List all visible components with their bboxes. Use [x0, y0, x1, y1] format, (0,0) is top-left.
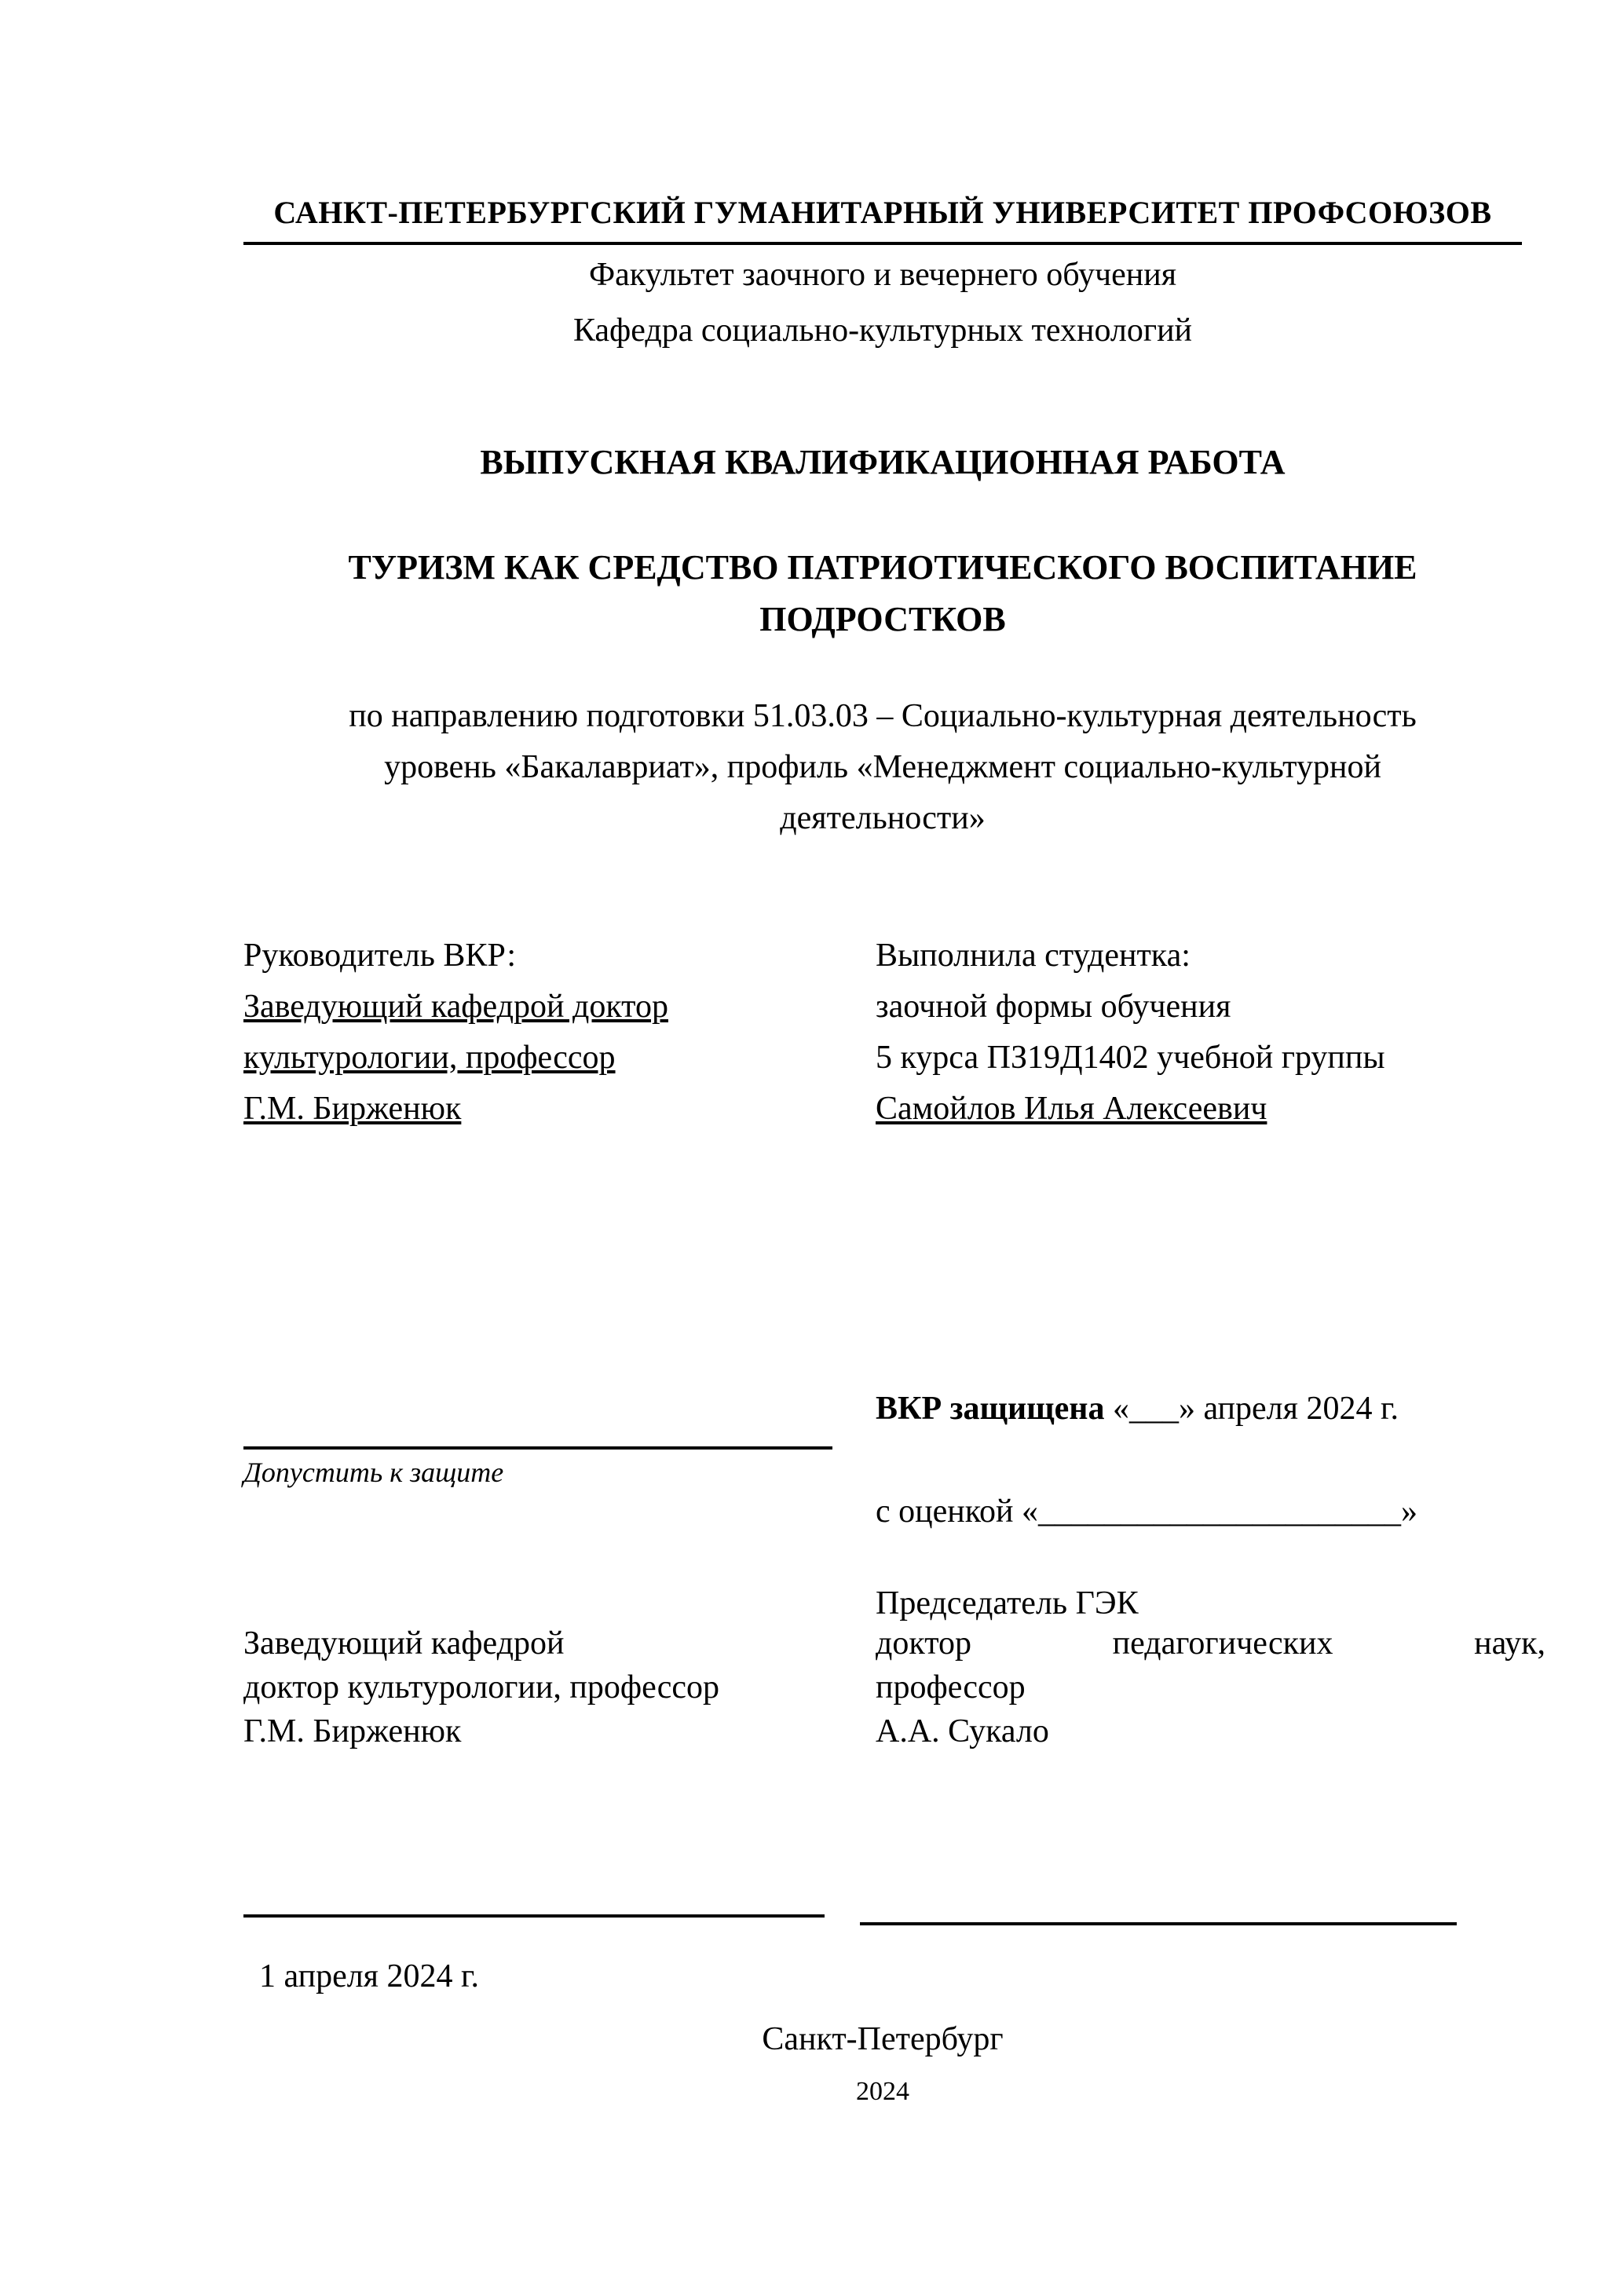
signatory-right-name: А.А. Сукало — [876, 1713, 1049, 1749]
signatory-right-word1: доктор — [876, 1625, 972, 1662]
thesis-title — [243, 542, 1522, 645]
student-line2: 5 курса ПЗ19Д1402 учебной группы — [876, 1040, 1385, 1076]
thesis-title-line2: ПОДРОСТКОВ — [759, 600, 1006, 638]
department-line: Кафедра социально-культурных технологий — [572, 313, 1193, 349]
supervisor-label: Руководитель ВКР: — [243, 938, 517, 974]
program-line1: по направлению подготовки 51.03.03 – Социально-культурная деятельность — [349, 698, 1417, 734]
student-block — [876, 930, 1522, 1135]
thesis-title-line1: ТУРИЗМ КАК СРЕДСТВО ПАТРИОТИЧЕСКОГО ВОСПИТАНИЕ — [348, 548, 1417, 587]
faculty-line: Факультет заочного и вечернего обучения — [588, 257, 1177, 293]
work-type-heading: ВЫПУСКНАЯ КВАЛИФИКАЦИОННАЯ РАБОТА — [480, 443, 1286, 481]
signatory-left-line1: Заведующий кафедрой — [243, 1625, 565, 1662]
program-description — [243, 691, 1522, 844]
defense-status-bold: ВКР защищена — [876, 1391, 1105, 1427]
supervisor-line2: культурологии, профессор — [243, 1040, 616, 1076]
signatory-left-name: Г.М. Бирженюк — [243, 1713, 462, 1749]
supervisor-line1: Заведующий кафедрой доктор — [243, 989, 668, 1025]
signatory-right-word2: педагогических — [1112, 1625, 1333, 1662]
student-line1: заочной формы обучения — [876, 989, 1231, 1025]
admit-signature-line — [243, 1406, 832, 1450]
signatory-right-line2: профессор — [876, 1669, 1026, 1706]
signature-line-left — [243, 1914, 825, 1918]
signatory-right-line1 — [876, 1621, 1545, 1665]
signatories-columns — [243, 1621, 1545, 1753]
header-block — [243, 188, 1522, 356]
admit-label: Допустить к защите — [243, 1457, 504, 1488]
supervisor-block — [243, 930, 876, 1135]
gek-chairman-title: Председатель ГЭК — [876, 1585, 1139, 1621]
admit-block — [243, 1406, 832, 1495]
signatory-right-block — [876, 1621, 1545, 1753]
student-label: Выполнила студентка: — [876, 938, 1191, 974]
footer-city: Санкт-Петербург — [762, 2021, 1004, 2057]
footer-date: 1 апреля 2024 г. — [259, 1958, 479, 1994]
university-name: САНКТ-ПЕТЕРБУРГСКИЙ ГУМАНИТАРНЫЙ УНИВЕРСИТЕТ ПРОФСОЮЗОВ — [243, 188, 1522, 245]
signatory-left-line2: доктор культурологии, профессор — [243, 1669, 720, 1706]
grade-line: с оценкой «______________________» — [876, 1493, 1417, 1530]
program-line2: уровень «Бакалавриат», профиль «Менеджмент социально-культурной — [384, 749, 1381, 786]
footer-year: 2024 — [856, 2077, 909, 2106]
signatory-left-block — [243, 1621, 876, 1753]
defense-status-rest: «___» апреля 2024 г. — [1104, 1391, 1399, 1427]
supervisor-name: Г.М. Бирженюк — [243, 1091, 462, 1127]
signature-line-right — [860, 1922, 1457, 1925]
info-columns — [243, 930, 1522, 1135]
defense-status-line — [876, 1384, 1545, 1435]
student-name: Самойлов Илья Алексеевич — [876, 1091, 1267, 1127]
signatory-right-word3: наук, — [1474, 1625, 1545, 1662]
program-line3: деятельности» — [780, 800, 986, 837]
